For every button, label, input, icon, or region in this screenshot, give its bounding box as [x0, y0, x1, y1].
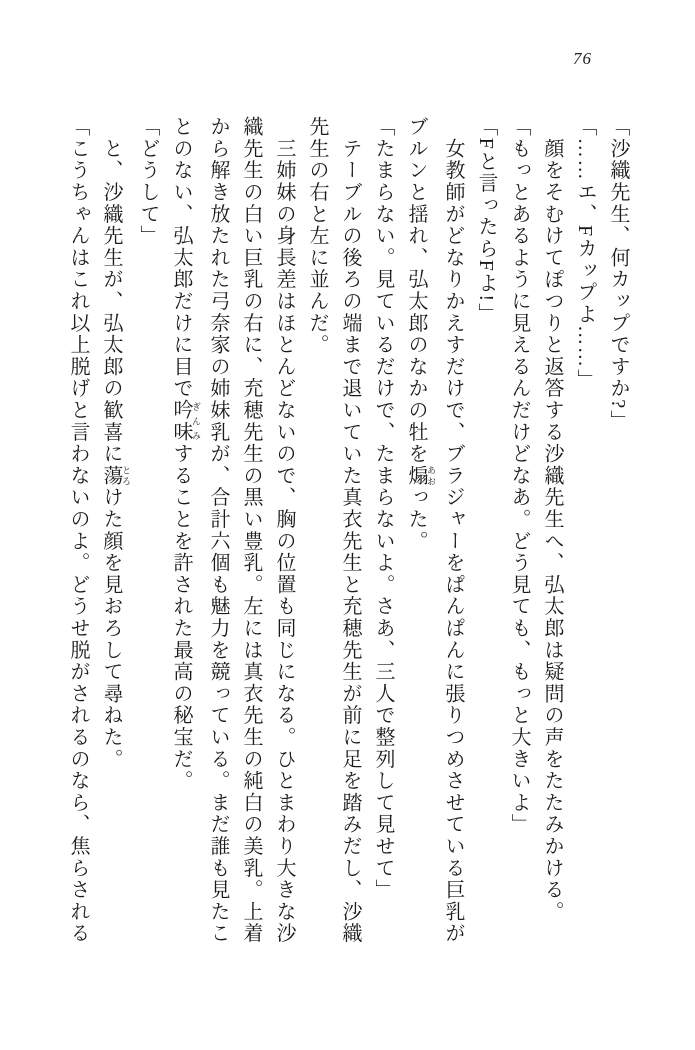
page-number: 76 [573, 49, 592, 68]
text-column: 「こうちゃんはこれ以上脱げと言わないのよ。どうせ脱がされるのなら、焦らされる [67, 116, 89, 945]
text-column: とのない、弘太郎だけに目で吟味 ぎんみすることを許された最高の秘宝だ。 [170, 116, 201, 792]
text-column: テーブルの後ろの端まで退いていた真衣先生と充穂先生が前に足を踏みだし、沙織 [339, 116, 361, 945]
text-column: 三姉妹の身長差はほとんどないので、胸の位置も同じになる。ひとまわり大きな沙 [273, 116, 295, 945]
text-column: 顔をそむけてぽつりと返答する沙織先生へ、弘太郎は疑問の声をたたみかける。 [541, 116, 563, 923]
text-column: から解き放たれた弓奈家の姉妹乳が、合計六個も魅力を競っている。まだ誰も見たこ [207, 116, 229, 945]
text-column: 「沙織先生、何カップですか?」 [607, 116, 629, 432]
text-column: 「もっとあるように見えるんだけどなあ。どう見ても、もっと大きいよ」 [508, 116, 530, 836]
ruby-annotated-word: 蕩 とろ [100, 464, 131, 487]
text-column: 「……エ、Fカップよ……」 [574, 116, 596, 391]
text-column: 「どうして」 [137, 116, 159, 247]
text-column: 先生の右と左に並んだ。 [306, 116, 328, 356]
text-column: 織先生の白い巨乳の右に、充穂先生の黒い豊乳。左には真衣先生の純白の美乳。上着 [240, 116, 262, 945]
ruby-annotated-word: 吟味 ぎんみ [170, 399, 201, 444]
ruby-annotated-word: 煽 あお [405, 464, 436, 487]
text-column: 「Fと言ったらFよ!」 [475, 116, 497, 325]
text-column: と、沙織先生が、弘太郎の歓喜に蕩 とろけた顔を見おろして尋ねた。 [100, 116, 131, 771]
text-area [61, 116, 634, 952]
text-column: ブルンと揺れ、弘太郎のなかの牡を煽 あおった。 [405, 116, 436, 553]
text-column: 「たまらない。見ているだけで、たまらないよ。さあ、三人で整列して見せて」 [372, 116, 394, 901]
text-column: 女教師がどなりかえすだけで、ブラジャーをぱんぱんに張りつめさせている巨乳が [442, 116, 464, 945]
